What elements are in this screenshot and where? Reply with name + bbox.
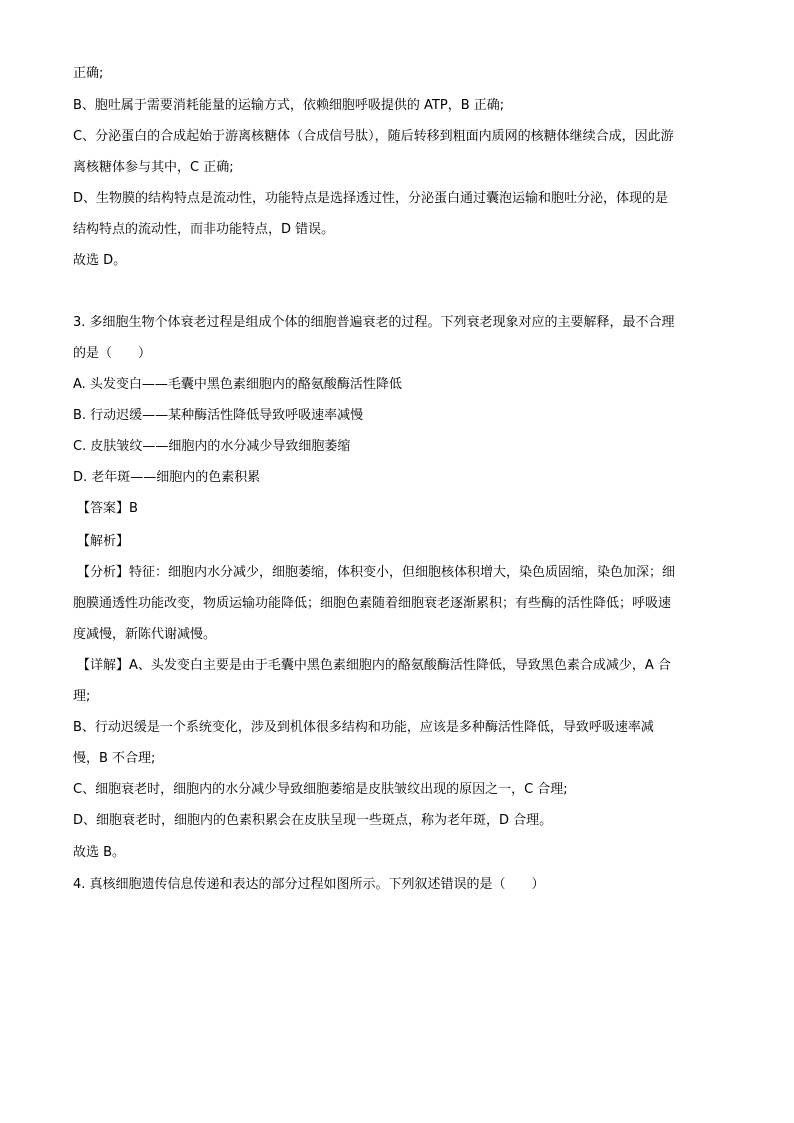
question-4-stem: 4. 真核细胞遗传信息传递和表达的部分过程如图所示。下列叙述错误的是（ ） bbox=[73, 877, 545, 892]
explanation-text: 慢，B 不合理; bbox=[73, 751, 156, 766]
explanation-text: D、细胞衰老时，细胞内的色素积累会在皮肤呈现一些斑点，称为老年斑，D 合理。 bbox=[73, 813, 553, 828]
text-line: 正确; bbox=[73, 66, 104, 81]
analysis-heading: 【解析】 bbox=[77, 534, 130, 549]
option-d: D. 老年斑——细胞内的色素积累 bbox=[73, 470, 261, 485]
text-line: D、生物膜的结构特点是流动性，功能特点是选择透过性，分泌蛋白通过囊泡运输和胞吐分泌，体现的是 bbox=[73, 191, 669, 206]
question-3-stem: 3. 多细胞生物个体衰老过程是组成个体的细胞普遍衰老的过程。下列衰老现象对应的主要解释，最不合理 bbox=[73, 315, 675, 330]
option-b: B. 行动迟缓——某种酶活性降低导致呼吸速率减慢 bbox=[73, 408, 364, 423]
answer-label: 【答案】B bbox=[77, 501, 138, 516]
text-line: 故选 D。 bbox=[73, 253, 127, 268]
text-line: C、分泌蛋白的合成起始于游离核糖体（合成信号肽），随后转移到粗面内质网的核糖体继续合成，因此游 bbox=[73, 129, 674, 144]
text-line: 结构特点的流动性，而非功能特点，D 错误。 bbox=[73, 222, 335, 237]
explanation-text: C、细胞衰老时，细胞内的水分减少导致细胞萎缩是皮肤皱纹出现的原因之一，C 合理; bbox=[73, 782, 568, 797]
conclusion-text: 故选 B。 bbox=[73, 845, 126, 860]
explanation-text: B、行动迟缓是一个系统变化，涉及到机体很多结构和功能，应该是多种酶活性降低，导致呼吸速率减 bbox=[73, 720, 654, 735]
explanation-text: 【详解】A、头发变白主要是由于毛囊中黑色素细胞内的酪氨酸酶活性降低，导致黑色素合成减少，A 合 bbox=[77, 658, 671, 673]
text-line: B、胞吐属于需要消耗能量的运输方式，依赖细胞呼吸提供的 ATP，B 正确; bbox=[73, 98, 505, 113]
analysis-text: 【分析】特征：细胞内水分减少，细胞萎缩，体积变小，但细胞核体积增大，染色质固缩，染色加深；细 bbox=[77, 565, 676, 580]
text-line: 离核糖体参与其中，C 正确; bbox=[73, 160, 234, 175]
explanation-text: 理; bbox=[73, 689, 91, 704]
analysis-text: 度减慢，新陈代谢减慢。 bbox=[73, 627, 217, 642]
analysis-text: 胞膜通透性功能改变，物质运输功能降低；细胞色素随着细胞衰老逐渐累积；有些酶的活性降低；呼吸速 bbox=[73, 596, 672, 611]
option-c: C. 皮肤皱纹——细胞内的水分减少导致细胞萎缩 bbox=[73, 439, 351, 454]
option-a: A. 头发变白——毛囊中黑色素细胞内的酪氨酸酶活性降低 bbox=[73, 377, 402, 392]
question-3-stem-continued: 的是（ ） bbox=[73, 346, 152, 361]
